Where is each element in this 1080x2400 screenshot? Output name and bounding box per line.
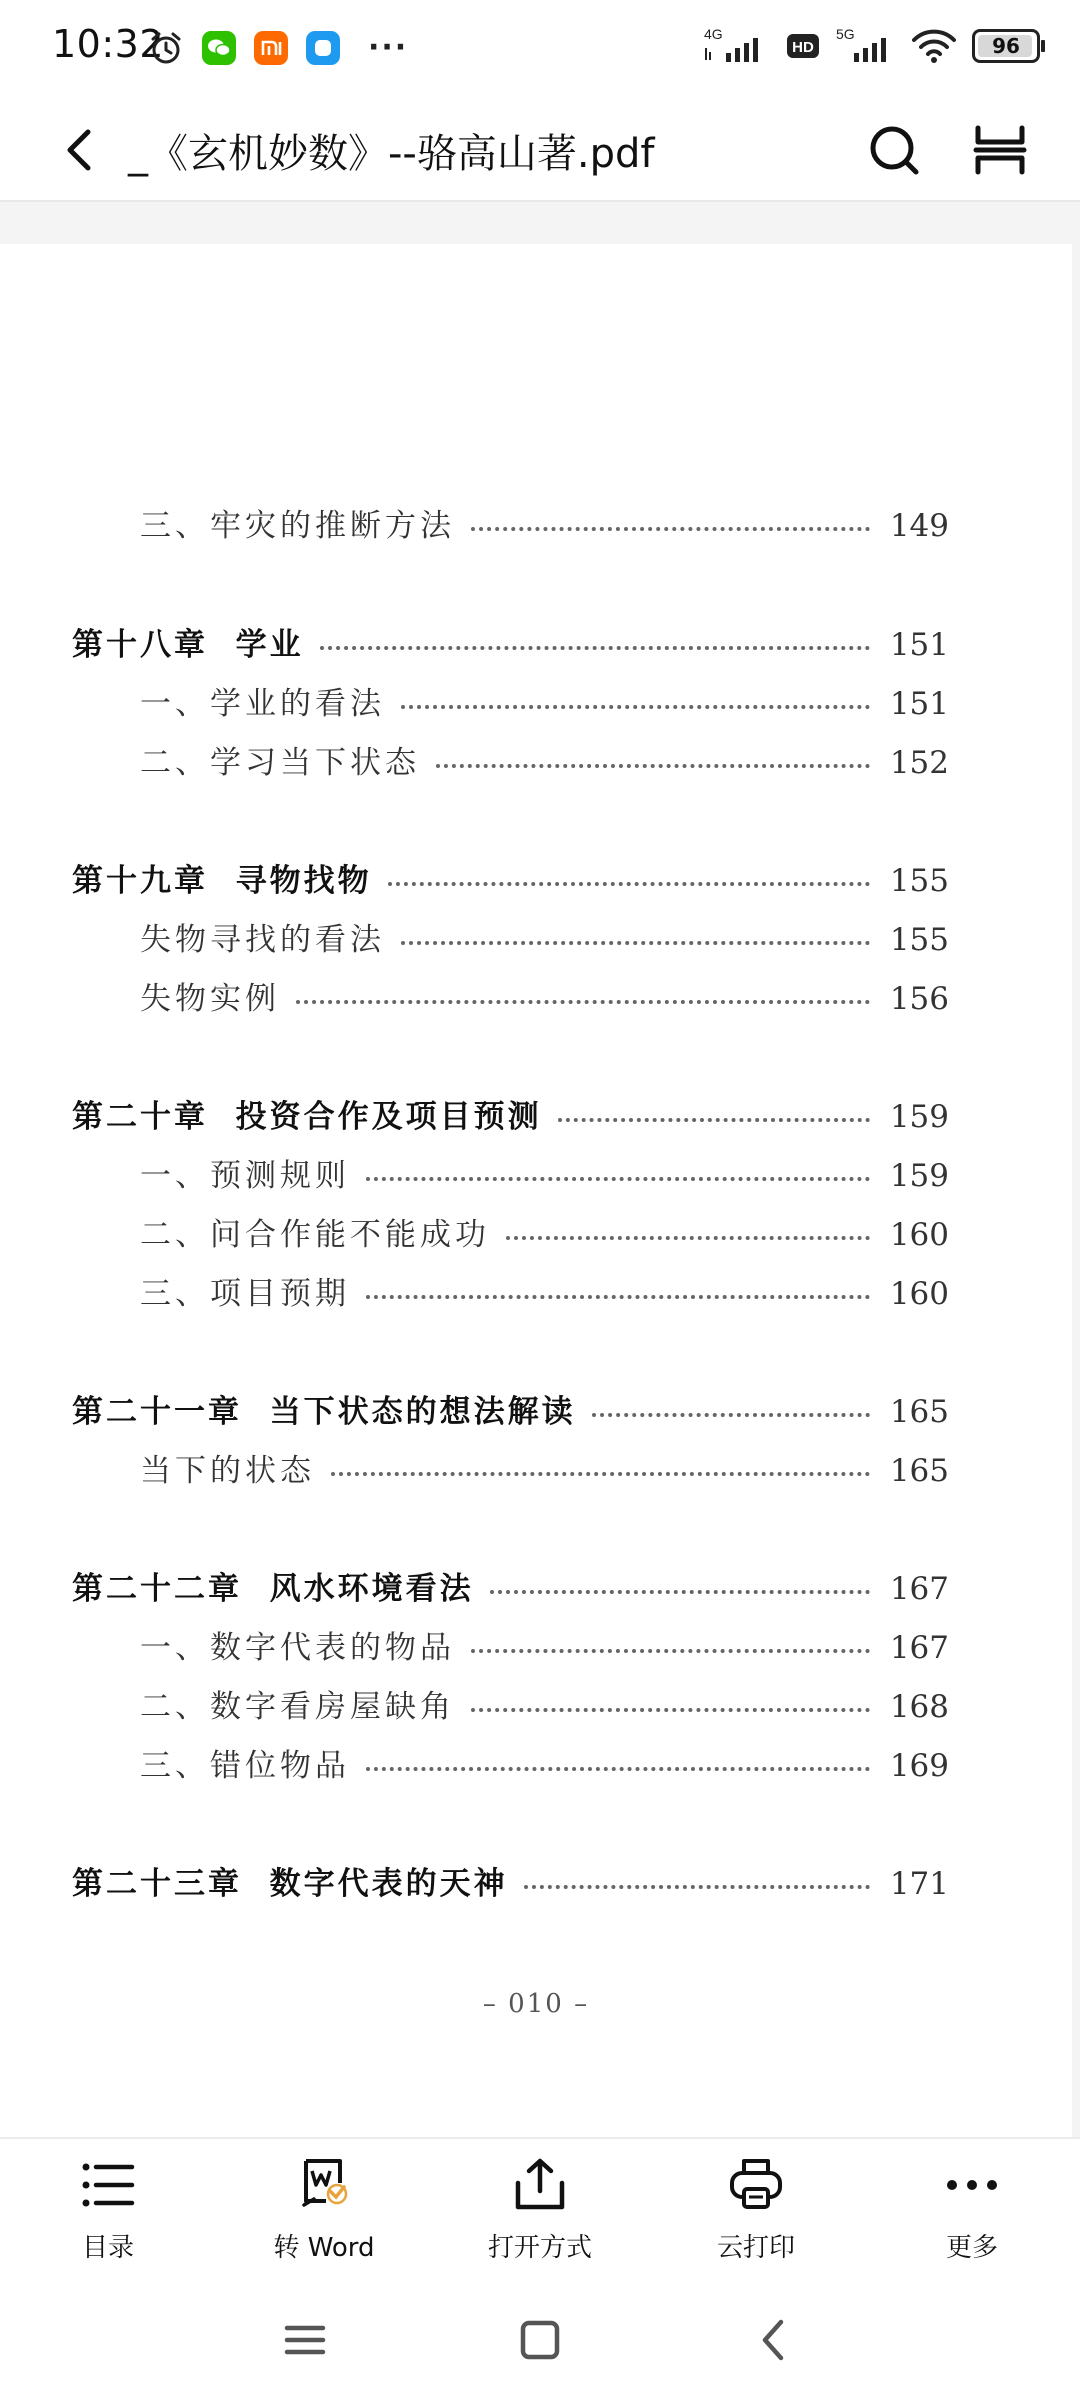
toc-entry-page: 165	[889, 1394, 949, 1430]
toc-leader-dots	[401, 705, 870, 709]
toc-section-entry[interactable]	[140, 504, 949, 548]
toc-entry-title: 第二十一章 当下状态的想法解读	[72, 1394, 576, 1430]
hd-icon	[786, 33, 820, 59]
toc-leader-dots	[436, 764, 870, 768]
toc-section-entry[interactable]	[140, 977, 949, 1021]
toc-entry-title: 二、学习当下状态	[140, 745, 420, 781]
wechat-icon	[202, 31, 236, 65]
toc-leader-dots	[331, 1472, 870, 1476]
toc-chapter-entry[interactable]	[72, 1095, 949, 1139]
toc-leader-dots	[471, 1708, 870, 1712]
toc-entry-page: 155	[889, 863, 949, 899]
toc-entry-title: 三、牢灾的推断方法	[140, 508, 455, 544]
home-nav-icon[interactable]	[510, 2310, 570, 2370]
toc-label: 目录	[81, 2233, 134, 2263]
battery-icon	[972, 29, 1040, 63]
status-right	[702, 26, 1040, 66]
toc-section-entry[interactable]	[140, 1685, 949, 1729]
toc-entry-title: 一、学业的看法	[140, 686, 385, 722]
more-icon	[942, 2157, 1002, 2213]
title-bar	[0, 100, 1080, 202]
status-bar	[0, 0, 1080, 100]
battery-level: 96	[992, 34, 1020, 58]
toc-section-entry[interactable]	[140, 1272, 949, 1316]
back-icon[interactable]	[50, 120, 110, 180]
toc-leader-dots	[471, 527, 870, 531]
toc-entry-title: 第二十二章 风水环境看法	[72, 1571, 474, 1607]
toc-entry-title: 第二十三章 数字代表的天神	[72, 1866, 508, 1902]
cloud-print-button[interactable]	[676, 2157, 836, 2277]
toc-entry-page: 155	[889, 922, 949, 958]
toc-entry-page: 160	[889, 1217, 949, 1253]
toc-entry-page: 167	[889, 1571, 949, 1607]
toc-entry-page: 159	[889, 1099, 949, 1135]
network-5g-text: 5G	[836, 26, 855, 42]
toc-entry-title: 一、数字代表的物品	[140, 1630, 455, 1666]
toc-leader-dots	[401, 941, 870, 945]
toc-leader-dots	[388, 882, 870, 886]
toc-section-entry[interactable]	[140, 1626, 949, 1670]
cloud-print-label: 云打印	[716, 2233, 795, 2263]
toc-entry-page: 169	[889, 1748, 949, 1784]
toc-entry-page: 165	[889, 1453, 949, 1489]
reading-mode-icon[interactable]	[968, 118, 1032, 182]
signal-4g-icon	[702, 26, 772, 66]
notification-icons	[148, 30, 408, 66]
toc-entry-page: 171	[889, 1866, 949, 1902]
wifi-icon	[910, 26, 958, 66]
toc-entry-title: 失物实例	[140, 981, 280, 1017]
search-icon[interactable]	[862, 118, 926, 182]
toc-entry-page: 151	[889, 627, 949, 663]
toc-entry-page: 156	[889, 981, 949, 1017]
toc-section-entry[interactable]	[140, 918, 949, 962]
toc-section-entry[interactable]	[140, 1154, 949, 1198]
bottom-toolbar	[0, 2137, 1080, 2282]
toc-section-entry[interactable]	[140, 682, 949, 726]
reader-area[interactable]	[0, 202, 1080, 2137]
back-nav-icon[interactable]	[745, 2310, 805, 2370]
pdf-page[interactable]	[0, 244, 1072, 2137]
toc-leader-dots	[366, 1177, 870, 1181]
toc-entry-title: 第十八章 学业	[72, 627, 304, 663]
toc-chapter-entry[interactable]	[72, 1390, 949, 1434]
toc-button[interactable]	[28, 2157, 188, 2277]
to-word-button[interactable]	[244, 2157, 404, 2277]
more-button[interactable]	[892, 2157, 1052, 2277]
toc-entry-title: 一、预测规则	[140, 1158, 350, 1194]
word-convert-icon	[294, 2157, 354, 2213]
toc-leader-dots	[366, 1295, 870, 1299]
status-time: 10:32	[52, 22, 165, 66]
to-word-label: 转 Word	[273, 2233, 375, 2263]
toc-entry-title: 三、项目预期	[140, 1276, 350, 1312]
open-with-label: 打开方式	[487, 2233, 592, 2263]
toc-leader-dots	[296, 1000, 870, 1004]
toc-chapter-entry[interactable]	[72, 1567, 949, 1611]
toc-entry-title: 失物寻找的看法	[140, 922, 385, 958]
toc-leader-dots	[366, 1767, 870, 1771]
toc-entry-title: 第十九章 寻物找物	[72, 863, 372, 899]
toc-entry-page: 167	[889, 1630, 949, 1666]
toc-leader-dots	[506, 1236, 870, 1240]
more-label: 更多	[945, 2233, 998, 2263]
share-icon	[510, 2157, 570, 2213]
toc-leader-dots	[490, 1590, 870, 1594]
open-with-button[interactable]	[460, 2157, 620, 2277]
document-title: _《玄机妙数》--骆高山著.pdf	[128, 131, 655, 177]
signal-5g-icon	[834, 26, 896, 66]
toc-entry-page: 152	[889, 745, 949, 781]
toc-section-entry[interactable]	[140, 1213, 949, 1257]
toc-leader-dots	[320, 646, 870, 650]
more-notifications-icon: ···	[368, 30, 409, 65]
system-nav-bar	[0, 2280, 1080, 2400]
hd-text: HD	[792, 39, 814, 56]
toc-leader-dots	[592, 1413, 870, 1417]
toc-section-entry[interactable]	[140, 741, 949, 785]
toc-entry-page: 168	[889, 1689, 949, 1725]
page-number: – 010 –	[482, 1989, 590, 2019]
toc-chapter-entry[interactable]	[72, 1862, 949, 1906]
toc-entry-title: 当下的状态	[140, 1453, 315, 1489]
network-4g-text: 4G	[704, 26, 723, 42]
toc-chapter-entry[interactable]	[72, 859, 949, 903]
toc-entry-title: 第二十章 投资合作及项目预测	[72, 1099, 542, 1135]
toc-entry-title: 三、错位物品	[140, 1748, 350, 1784]
toc-leader-dots	[558, 1118, 870, 1122]
toc-entry-page: 151	[889, 686, 949, 722]
toc-entry-page: 159	[889, 1158, 949, 1194]
alarm-icon	[148, 30, 184, 66]
toc-section-entry[interactable]	[140, 1744, 949, 1788]
toc-entry-title: 二、数字看房屋缺角	[140, 1689, 455, 1725]
toc-leader-dots	[471, 1649, 870, 1653]
toc-leader-dots	[524, 1885, 870, 1889]
menu-nav-icon[interactable]	[275, 2310, 335, 2370]
toc-entry-page: 160	[889, 1276, 949, 1312]
app-icon	[306, 31, 340, 65]
toc-entry-title: 二、问合作能不能成功	[140, 1217, 490, 1253]
printer-icon	[726, 2157, 786, 2213]
toc-chapter-entry[interactable]	[72, 623, 949, 667]
list-icon	[78, 2157, 138, 2213]
toc-entry-page: 149	[889, 508, 949, 544]
toc-section-entry[interactable]	[140, 1449, 949, 1493]
xiaomi-icon	[254, 31, 288, 65]
